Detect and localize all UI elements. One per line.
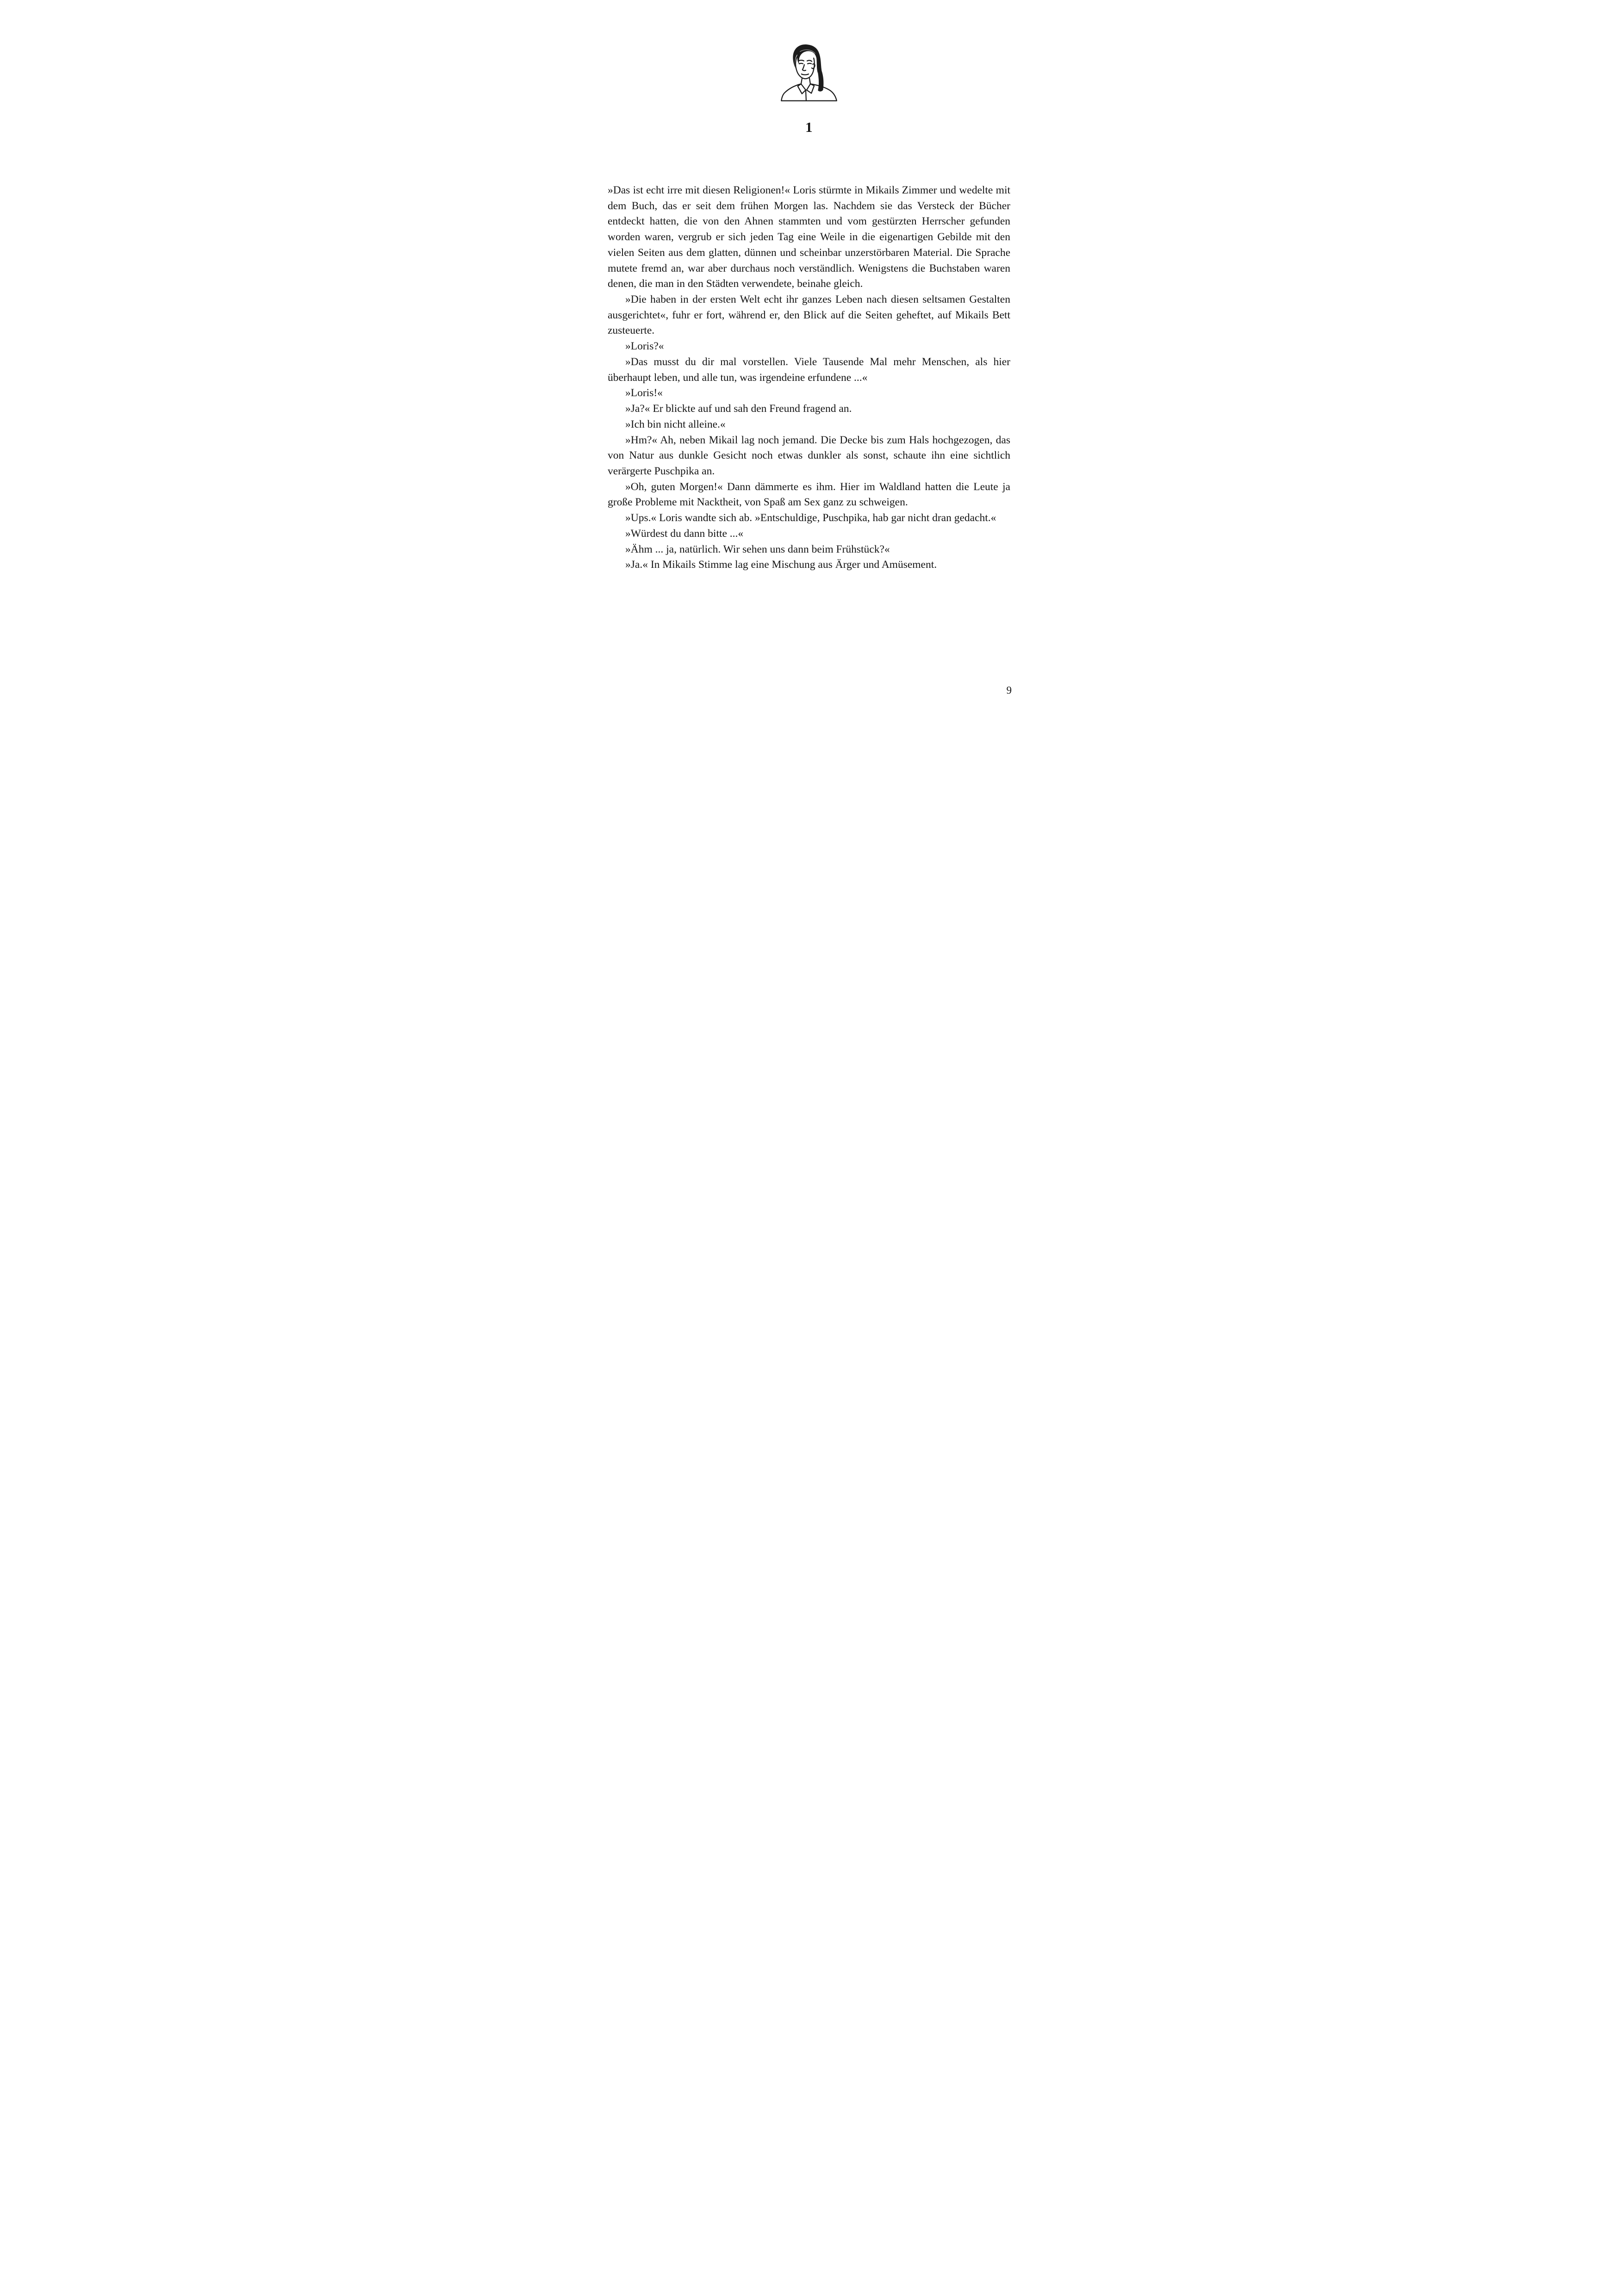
paragraph: »Hm?« Ah, neben Mikail lag noch jemand. Die Decke bis zum Hals hochgezogen, das von Natur aus dunkle Gesicht noch etwas dunkler als sonst, schaute ihn eine sichtlich verärgerte Puschpika an. bbox=[608, 434, 1010, 477]
book-page bbox=[554, 0, 1064, 722]
paragraph: »Ich bin nicht alleine.« bbox=[625, 418, 726, 430]
chapter-number: 1 bbox=[805, 119, 813, 135]
paragraph: »Ja?« Er blickte auf und sah den Freund fragend an. bbox=[625, 403, 852, 415]
paragraph: »Loris?« bbox=[625, 340, 664, 353]
chapter-illustration bbox=[608, 0, 1010, 112]
paragraph: »Würdest du dann bitte ...« bbox=[625, 527, 744, 540]
paragraph: »Ähm ... ja, natürlich. Wir sehen uns dann beim Frühstück?« bbox=[625, 543, 890, 555]
body-text bbox=[608, 183, 1010, 573]
paragraph: »Ja.« In Mikails Stimme lag eine Mischung aus Ärger und Amüsement. bbox=[625, 559, 937, 571]
page-number: 9 bbox=[1006, 684, 1012, 696]
paragraph: »Oh, guten Morgen!« Dann dämmerte es ihm. Hier im Waldland hatten die Leute ja große Probleme mit Nacktheit, von Spaß am Sex ganz zu schweigen. bbox=[608, 480, 1010, 509]
paragraph: »Das musst du dir mal vorstellen. Viele Tausende Mal mehr Menschen, als hier überhaupt leben, und alle tun, was irgendeine erfundene ...« bbox=[608, 355, 1010, 384]
paragraph: »Ups.« Loris wandte sich ab. »Entschuldige, Puschpika, hab gar nicht dran gedacht.« bbox=[625, 512, 996, 524]
paragraph: »Loris!« bbox=[625, 387, 663, 399]
paragraph: »Die haben in der ersten Welt echt ihr ganzes Leben nach diesen seltsamen Gestalten ausgerichtet«, fuhr er fort, während er, den Blick auf die Seiten geheftet, auf Mikails Bett zusteuerte. bbox=[608, 293, 1010, 337]
portrait-sketch-icon bbox=[778, 40, 840, 110]
paragraph: »Das ist echt irre mit diesen Religionen!« Loris stürmte in Mikails Zimmer und wedelte mit dem Buch, das er seit dem frühen Morgen las. Nachdem sie das Versteck der Bücher entdeckt hatten, die von den Ahnen stammten und vom gestürzten Herrscher gefunden worden waren, vergrub er sich jeden Tag eine Weile in die eigenartigen Gebilde mit den vielen Seiten aus dem glatten, dünnen und scheinbar unzerstörbaren Material. Die Sprache mutete fremd an, war aber durchaus noch verständlich. Wenigstens die Buchstaben waren denen, die man in den Städten verwendete, beinahe gleich. bbox=[608, 184, 1010, 290]
